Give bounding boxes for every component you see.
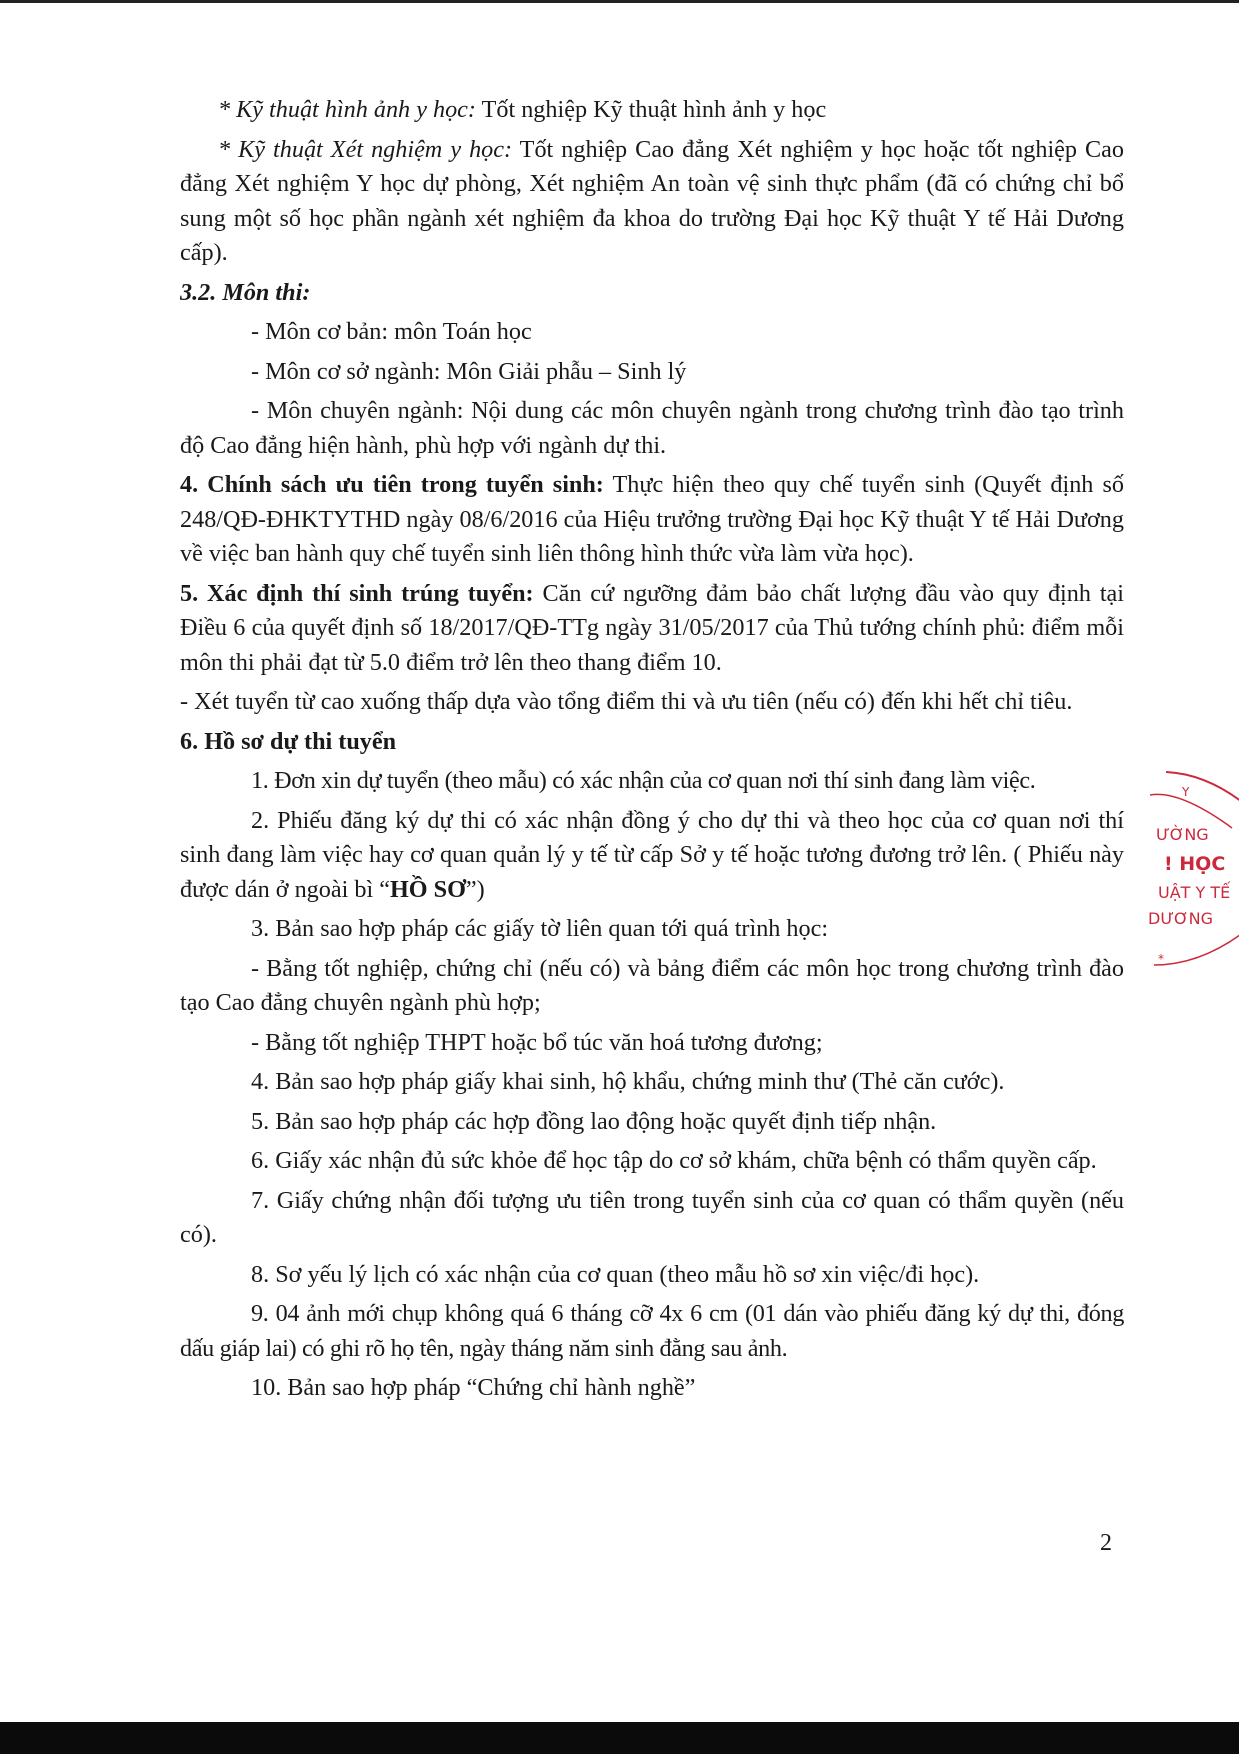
text-ky-thuat-hinh-anh: Tốt nghiệp Kỹ thuật hình ảnh y học (475, 96, 827, 123)
paragraph-chinh-sach-uu-tien (180, 468, 1124, 572)
page-number: 2 (1100, 1530, 1112, 1556)
ho-so-item-2-bold: HỒ SƠ (389, 875, 466, 903)
ho-so-item-3a: - Bằng tốt nghiệp, chứng chỉ (nếu có) và bảng điểm các môn học trong chương trình đào tạo Cao đẳng chuyên ngành phù hợp; (180, 954, 1124, 1016)
mon-co-ban: - Môn cơ bản: môn Toán học (251, 318, 532, 345)
label-ky-thuat-hinh-anh: * Kỹ thuật hình ảnh y học: (218, 96, 476, 123)
stamp-line-2: ! HỌC (1164, 853, 1226, 875)
heading-mon-thi: 3.2. Môn thi: (180, 278, 311, 306)
ho-so-item-5: 5. Bản sao hợp pháp các hợp đồng lao động hoặc quyết định tiếp nhận. (251, 1107, 937, 1135)
scan-top-edge (0, 0, 1239, 3)
ho-so-item-2-text: 2. Phiếu đăng ký dự thi có xác nhận đồng ý cho dự thi và theo học của cơ quan nơi thí sinh đang làm việc hay cơ quan quản lý y tế từ cấp Sở y tế hoặc tương đương trở lên. ( Phiếu này được dán ở ngoài bì “ (180, 806, 1124, 903)
document-body (180, 93, 1124, 1411)
ho-so-item-1: 1. Đơn xin dự tuyển (theo mẫu) có xác nhận của cơ quan nơi thí sinh đang làm việc. (251, 767, 1036, 794)
stamp-line-3: UẬT Y TẾ (1158, 883, 1231, 902)
ho-so-item-4: 4. Bản sao hợp pháp giấy khai sinh, hộ khẩu, chứng minh thư (Thẻ căn cước). (251, 1068, 1005, 1095)
paragraph-ky-thuat-hinh-anh (180, 93, 1124, 128)
heading-ho-so: 6. Hồ sơ dự thi tuyển (180, 727, 397, 755)
ho-so-item-6: 6. Giấy xác nhận đủ sức khỏe để học tập do cơ sở khám, chữa bệnh có thẩm quyền cấp. (251, 1147, 1097, 1174)
stamp-line-4: DƯƠNG (1148, 909, 1214, 928)
stamp-line-1: ƯỜNG (1156, 825, 1209, 844)
paragraph-xac-dinh-trung-tuyen (180, 577, 1124, 681)
ho-so-item-2-end: ”) (465, 875, 485, 903)
ho-so-item-9: 9. 04 ảnh mới chụp không quá 6 tháng cỡ 4x 6 cm (01 dán vào phiếu đăng ký dự thi, đóng dấu giáp lai) có ghi rõ họ tên, ngày tháng năm sinh đằng sau ảnh. (180, 1300, 1124, 1362)
stamp-line-0: Y (1182, 785, 1190, 799)
label-ky-thuat-xet-nghiem: * Kỹ thuật Xét nghiệm y học: (218, 135, 513, 163)
seal-stamp-icon (1140, 760, 1239, 990)
heading-xac-dinh-trung-tuyen: 5. Xác định thí sinh trúng tuyển: (180, 579, 534, 607)
ho-so-item-10: 10. Bản sao hợp pháp “Chứng chỉ hành nghề” (251, 1374, 696, 1401)
text-ky-thuat-xet-nghiem: Tốt nghiệp Cao đẳng Xét nghiệm y học hoặc tốt nghiệp Cao đẳng Xét nghiệm Y học dự phòng, Xét nghiệm An toàn vệ sinh thực phẩm (đã có chứng chỉ bổ sung một số học phần ngành xét nghiệm đa khoa do trường Đại học Kỹ thuật Y tế Hải Dương cấp). (180, 135, 1124, 266)
ho-so-item-7: 7. Giấy chứng nhận đối tượng ưu tiên trong tuyển sinh của cơ quan có thẩm quyền (nếu có). (180, 1186, 1124, 1248)
stamp-line-5: * (1158, 952, 1164, 966)
text-chinh-sach-uu-tien: Thực hiện theo quy chế tuyển sinh (Quyết định số 248/QĐ-ĐHKTYTHD ngày 08/6/2016 của Hiệu trưởng trường Đại học Kỹ thuật Y tế Hải Dương về việc ban hành quy chế tuyển sinh liên thông hình thức vừa làm vừa học). (180, 471, 1124, 567)
ho-so-item-3b: - Bằng tốt nghiệp THPT hoặc bổ túc văn hoá tương đương; (251, 1028, 823, 1056)
ho-so-item-8: 8. Sơ yếu lý lịch có xác nhận của cơ quan (theo mẫu hồ sơ xin việc/đi học). (251, 1260, 980, 1288)
mon-co-so-nganh: - Môn cơ sở ngành: Môn Giải phẫu – Sinh lý (251, 357, 687, 385)
heading-chinh-sach-uu-tien: 4. Chính sách ưu tiên trong tuyển sinh: (180, 471, 604, 498)
ho-so-item-2 (180, 804, 1124, 908)
ho-so-item-3: 3. Bản sao hợp pháp các giấy tờ liên quan tới quá trình học: (251, 915, 829, 942)
scan-bottom-edge (0, 1722, 1239, 1754)
text-xac-dinh-trung-tuyen: Căn cứ ngưỡng đảm bảo chất lượng đầu vào quy định tại Điều 6 của quyết định số 18/2017/QĐ-TTg ngày 31/05/2017 của Thủ tướng chính phủ: điểm mỗi môn thi phải đạt từ 5.0 điểm trở lên theo thang điểm 10. (180, 579, 1124, 676)
mon-chuyen-nganh: - Môn chuyên ngành: Nội dung các môn chuyên ngành trong chương trình đào tạo trình độ Cao đẳng hiện hành, phù hợp với ngành dự thi. (180, 397, 1124, 459)
paragraph-ky-thuat-xet-nghiem (180, 133, 1124, 271)
note-xet-tuyen: - Xét tuyển từ cao xuống thấp dựa vào tổng điểm thi và ưu tiên (nếu có) đến khi hết chỉ tiêu. (180, 688, 1073, 715)
